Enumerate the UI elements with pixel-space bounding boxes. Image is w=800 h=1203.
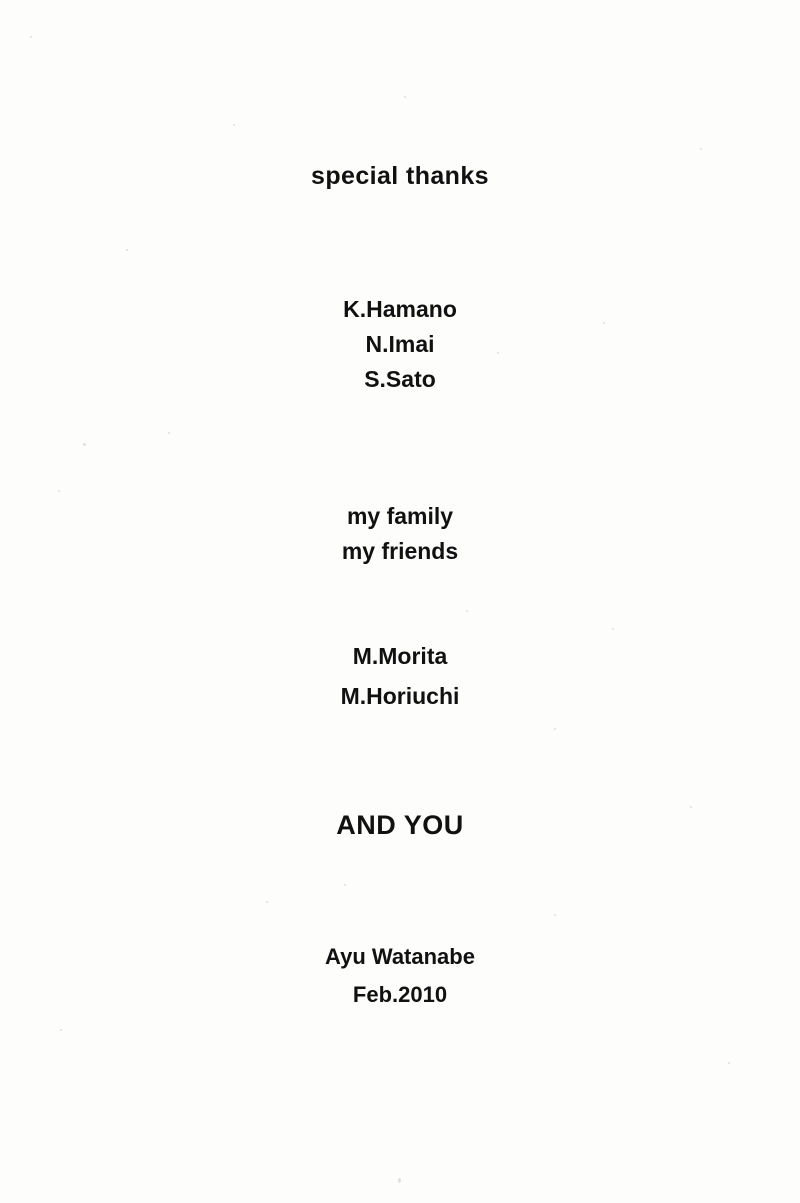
scan-speckle (126, 249, 128, 251)
scan-speckle (233, 124, 235, 126)
scan-speckle (398, 1178, 401, 1183)
scan-speckle (168, 432, 170, 434)
signature-block (0, 938, 800, 1014)
scan-speckle (30, 36, 32, 38)
scan-speckle (266, 901, 268, 903)
scan-speckle (690, 806, 692, 808)
page-title: special thanks (311, 162, 489, 190)
scan-speckle (344, 884, 346, 886)
thanks-group-people (0, 499, 800, 569)
scan-speckle (554, 728, 556, 730)
scan-speckle (83, 443, 86, 446)
credit-line: M.Horiuchi (340, 683, 460, 709)
scan-speckle (554, 914, 556, 916)
credit-line: K.Hamano (343, 296, 457, 322)
thanks-group-staff (0, 636, 800, 716)
credit-line: my family (346, 503, 454, 529)
signature-date: Feb.2010 (352, 982, 448, 1007)
scan-speckle (612, 628, 614, 630)
credit-line: M.Morita (352, 643, 448, 669)
thanks-group-names (0, 292, 800, 397)
scan-speckle (728, 1062, 730, 1064)
credit-line: N.Imai (365, 331, 435, 357)
scan-speckle (700, 148, 702, 150)
scan-speckle (60, 1029, 62, 1031)
scan-speckle (404, 96, 406, 98)
scan-speckle (58, 490, 60, 492)
and-you-text: AND YOU (336, 810, 464, 840)
credit-line: my friends (341, 538, 459, 564)
credit-line: S.Sato (364, 366, 436, 392)
scan-speckle (466, 610, 468, 612)
author-name: Ayu Watanabe (325, 944, 475, 969)
